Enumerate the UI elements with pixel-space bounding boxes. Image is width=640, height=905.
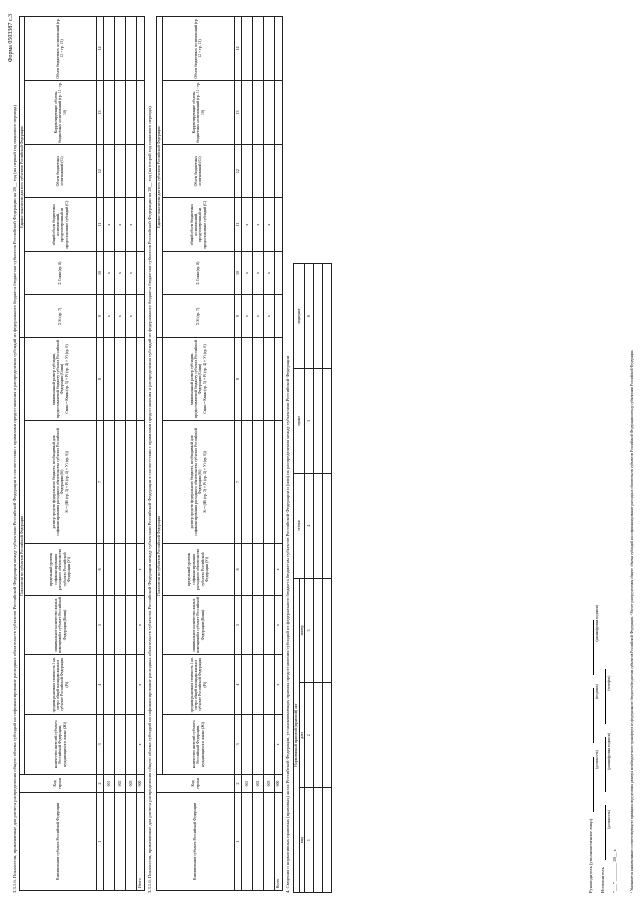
hdr2-c12: Объем бюджетных ассигнований (Сi) <box>162 144 234 198</box>
total-value <box>136 144 144 198</box>
cell-value <box>241 595 252 655</box>
cell-value <box>263 81 274 145</box>
s3-hdr-c6: подпункт <box>294 264 305 369</box>
hdr2-c4: средняя рыночная стоимость 1 кв. метра общей площади жилья в субъекте Российской Федерации (Рi) <box>162 655 234 715</box>
column-number: 2 <box>234 774 241 793</box>
total-value <box>136 251 144 294</box>
column-number: 4 <box>305 473 314 578</box>
total-value: x <box>274 595 282 655</box>
sig-exec-label: Исполнитель <box>600 867 605 893</box>
column-number: 12 <box>96 144 103 198</box>
cell-value <box>125 544 136 595</box>
cell-value <box>263 715 274 775</box>
cell-value <box>125 595 136 655</box>
hdr2-c10: Σ Смин (гр. 8) <box>162 251 234 294</box>
cell-value: x <box>252 295 263 338</box>
total-value <box>136 198 144 252</box>
cell-value <box>263 338 274 420</box>
cell-value <box>241 655 252 715</box>
column-number: 5 <box>234 595 241 655</box>
hdr2-c11: общий объем бюджетных ассигнований, предусмотренный на предоставление субсидий (С) <box>162 198 234 252</box>
table-row <box>114 17 125 891</box>
column-number: 14 <box>96 17 103 81</box>
cell-row-code: 003 <box>125 774 136 793</box>
total-value <box>136 338 144 420</box>
s3-hdr-kind: вид <box>299 788 304 893</box>
column-number: 6 <box>305 264 314 369</box>
form-code: Форма 0503387 с.3 <box>8 14 14 63</box>
cell-value <box>252 544 263 595</box>
total-value <box>136 295 144 338</box>
signature-block <box>588 590 618 893</box>
cell-subject-name <box>252 793 263 891</box>
cell-value <box>103 144 114 198</box>
cell-value <box>103 715 114 775</box>
hdr-c14: Объем бюджетных ассигнований (гр. 12 + гр. 13) <box>24 17 96 81</box>
total-value <box>274 81 282 145</box>
hdr-c7-text: размер средств федерального бюджета, необходимый для софинансирования расходного обязательства субъекта Российской Федерации (Si) <box>51 428 65 536</box>
cell-value <box>114 81 125 145</box>
hdr2-group-common: Единые показатели для всех субъектов Российской Федерации <box>157 17 162 338</box>
s3-hdr-act: Нормативный правовой (правовой) акт <box>294 578 299 892</box>
hdr-c4: средняя рыночная стоимость 1 кв. метра общей площади жилья в субъекте Российской Федерации (Рi) <box>24 655 96 715</box>
cell-value: x <box>263 295 274 338</box>
cell-value <box>241 338 252 420</box>
column-number: 4 <box>96 655 103 715</box>
hdr-c7-formula: Si = (Жi (гр. 3) × Pi (гр. 4) × Уi (гр. 6)) <box>64 451 69 513</box>
section3-number-row <box>305 264 314 893</box>
hdr2-c5: минимальное количество жилых помещений в субъекте Российской Федерации (Кмин) <box>162 595 234 655</box>
cell-value: x <box>252 251 263 294</box>
total-value <box>136 17 144 81</box>
s3-hdr-date: дата <box>299 683 304 788</box>
hdr-c8-text: минимальный размер субсидии, предоставляемой бюджету субъекта Российской Федерации (Смин) <box>51 340 65 418</box>
cell-value <box>103 338 114 420</box>
total-code: 900 <box>136 774 144 793</box>
cell-subject-name <box>114 793 125 891</box>
sig-cap-position: (должность) <box>607 810 611 829</box>
total-value <box>274 338 282 420</box>
column-number: 11 <box>96 198 103 252</box>
cell-value <box>125 655 136 715</box>
cell-value: x <box>125 198 136 252</box>
total-value <box>136 81 144 145</box>
hdr2-c8-text: минимальный размер субсидии, предоставляемой бюджету субъекта Российской Федерации (Смин) <box>189 340 203 418</box>
total-row <box>136 17 144 891</box>
cell-value: x <box>125 251 136 294</box>
hdr2-name: Наименование субъекта Российской Федерации <box>157 793 234 891</box>
total-value <box>274 17 282 81</box>
total-value: x <box>274 655 282 715</box>
hdr-c8 <box>24 338 96 420</box>
cell-value: x <box>252 198 263 252</box>
cell-value <box>125 144 136 198</box>
cell-value <box>252 144 263 198</box>
column-number: 1 <box>96 793 103 891</box>
table-row <box>241 17 252 891</box>
cell-value: x <box>125 295 136 338</box>
sig-cap-position: (должность) <box>595 750 599 769</box>
section2-body <box>241 17 282 891</box>
hdr-c13: Корректирующие объемы бюджетных ассигнований (гр. 11 - гр. 10) <box>24 81 96 145</box>
cell-row-code: 001 <box>241 774 252 793</box>
cell-value <box>252 655 263 715</box>
cell-value <box>125 338 136 420</box>
sig-date: "___" ________ 20__ г. <box>612 848 617 893</box>
column-number: 8 <box>96 338 103 420</box>
hdr2-group-subject: Показатели по субъектам Российской Федерации <box>157 338 162 774</box>
cell-row-code: 002 <box>252 774 263 793</box>
cell-value: x <box>241 295 252 338</box>
column-number: 4 <box>234 655 241 715</box>
hdr2-c3: количество жителей субъекта Российской Федерации, нуждающихся в жилье (Жi) <box>162 715 234 775</box>
table-row <box>125 17 136 891</box>
section3-title: 4. Сведения о нормативных правовых (правовых) актах Российской Федерации, устанавливающих правила предоставления субсидий из федерального бюджета бюджетам субъектов Российской Федерации и (или) их распределения между субъектами Российской Федерации <box>284 355 290 893</box>
table-row <box>103 17 114 891</box>
cell-value: x <box>114 251 125 294</box>
cell-value <box>263 544 274 595</box>
sig-cap-signature: (подпись) <box>595 683 599 699</box>
cell-value <box>241 17 252 81</box>
column-number: 3 <box>305 578 314 683</box>
cell-value <box>263 595 274 655</box>
cell-value <box>252 338 263 420</box>
cell-value <box>252 420 263 544</box>
section2-table <box>156 16 282 891</box>
cell-value <box>114 715 125 775</box>
s3-hdr-c4: статья <box>294 473 305 578</box>
cell-subject-name <box>103 793 114 891</box>
hdr-c7 <box>24 420 96 544</box>
hdr-c6: предельный уровень софинансирования расходного обязательства субъекта Российской Федерации (Уi) <box>24 544 96 595</box>
total-label: Всего <box>274 793 282 891</box>
column-number: 14 <box>234 17 241 81</box>
cell-value <box>114 17 125 81</box>
section3-row <box>314 264 323 893</box>
column-number: 3 <box>96 715 103 775</box>
section3-table <box>293 263 332 893</box>
cell-value <box>263 655 274 715</box>
hdr-c10: Σ Смин (гр. 8) <box>24 251 96 294</box>
cell-value: x <box>103 251 114 294</box>
section2-number-row <box>234 17 241 891</box>
hdr-c5: минимальное количество жилых помещений в субъекте Российской Федерации (Кмин) <box>24 595 96 655</box>
sig-head-label: Руководитель (уполномоченное лицо) <box>588 818 593 893</box>
total-value: x <box>274 715 282 775</box>
section1-body <box>103 17 144 891</box>
total-value <box>274 251 282 294</box>
table-row <box>252 17 263 891</box>
section1-title: 3.3.1.6. Показатели, применяемые для расчета распределения общего объема субсидий на софинансирование расходных обязательств субъектов Российской Федерации между субъектами Российской Федерации в соответствии с правилами предоставления и распределения субсидий из федерального бюджета бюджетам субъектов Российской Федерации на 20__ год (на первый год планового периода) <box>12 105 17 893</box>
column-number: 10 <box>234 251 241 294</box>
cell-subject-name <box>263 793 274 891</box>
cell-row-code: 002 <box>114 774 125 793</box>
hdr2-c7 <box>162 420 234 544</box>
s3-hdr-c5: пункт <box>294 368 305 473</box>
total-value <box>274 198 282 252</box>
section3-row <box>323 264 332 893</box>
cell-value <box>103 81 114 145</box>
cell-value <box>263 17 274 81</box>
cell-value <box>114 595 125 655</box>
total-value: x <box>136 715 144 775</box>
hdr-c3: количество жителей субъекта Российской Федерации, нуждающихся в жилье (Жi) <box>24 715 96 775</box>
hdr-c9: Σ Si (гр. 7) <box>24 295 96 338</box>
sig-cap-name: (расшифровка подписи) <box>607 733 611 770</box>
cell-value: x <box>241 251 252 294</box>
total-value: x <box>136 595 144 655</box>
cell-subject-name <box>125 793 136 891</box>
column-number: 13 <box>96 81 103 145</box>
total-value: x <box>136 655 144 715</box>
total-value <box>136 420 144 544</box>
cell-value <box>252 81 263 145</box>
footnotes: ¹ Указывается наименование соответствующего принципа определения размера межбюджетного трансферта из федерального бюджета бюджетам субъектов Российской Федерации. ² Расчет распределения общего объема субсидий на софинансирование расходных обязательств субъектов Российской Федерации между субъектами Российской Федерации. <box>629 349 634 893</box>
column-number: 3 <box>234 715 241 775</box>
cell-subject-name <box>241 793 252 891</box>
cell-value <box>241 715 252 775</box>
hdr2-c6: предельный уровень софинансирования расходного обязательства субъекта Российской Федерации (Уi) <box>162 544 234 595</box>
cell-value <box>103 595 114 655</box>
hdr2-c7-formula: Si = (Жi (гр. 3) × Pi (гр. 4) × Уi (гр. 6)) <box>202 451 207 513</box>
hdr2-c9: Σ Si (гр. 7) <box>162 295 234 338</box>
cell-value <box>103 420 114 544</box>
cell-value <box>114 420 125 544</box>
cell-value <box>103 655 114 715</box>
cell-value <box>114 544 125 595</box>
cell-value: x <box>103 295 114 338</box>
section1-number-row <box>96 17 103 891</box>
section2-title: 3.3.1.6. Показатели, применяемые для расчета распределения общего объема субсидий на софинансирование расходных обязательств субъектов Российской Федерации между субъектами Российской Федерации в соответствии с правилами предоставления и распределения субсидий из федерального бюджета бюджетам субъектов Российской Федерации на 20__ год (на второй год планового периода) <box>146 106 152 893</box>
column-number: 12 <box>234 144 241 198</box>
column-number: 9 <box>234 295 241 338</box>
cell-value <box>114 338 125 420</box>
hdr2-c13: Корректирующие объемы бюджетных ассигнований (гр. 11 - гр. 10) <box>162 81 234 145</box>
hdr-group-subject: Показатели по субъектам Российской Федерации <box>19 338 24 774</box>
cell-value <box>252 715 263 775</box>
cell-value <box>103 17 114 81</box>
cell-value <box>241 81 252 145</box>
total-value <box>274 144 282 198</box>
cell-value <box>125 715 136 775</box>
column-number: 11 <box>234 198 241 252</box>
total-value: x <box>136 544 144 595</box>
cell-value <box>252 17 263 81</box>
s3-hdr-number: номер <box>299 578 304 683</box>
hdr2-code: Код строки <box>157 774 234 793</box>
hdr-name: Наименование субъекта Российской Федерации <box>19 793 96 891</box>
cell-value: x <box>114 295 125 338</box>
total-value: x <box>274 544 282 595</box>
column-number: 5 <box>305 368 314 473</box>
sig-cap-name: (расшифровка подписи) <box>595 604 599 642</box>
cell-row-code: 003 <box>263 774 274 793</box>
cell-value <box>125 17 136 81</box>
column-number: 13 <box>234 81 241 145</box>
table-row <box>263 17 274 891</box>
column-number: 2 <box>305 683 314 788</box>
cell-value <box>263 144 274 198</box>
total-value <box>274 295 282 338</box>
cell-value <box>241 144 252 198</box>
hdr2-c7-text: размер средств федерального бюджета, необходимый для софинансирования расходного обязательства субъекта Российской Федерации (Si) <box>189 428 203 536</box>
cell-value <box>252 595 263 655</box>
column-number: 9 <box>96 295 103 338</box>
cell-value: x <box>114 198 125 252</box>
cell-value <box>125 81 136 145</box>
cell-value: x <box>241 198 252 252</box>
column-number: 7 <box>96 420 103 544</box>
cell-value <box>103 544 114 595</box>
hdr2-c8-formula: Смин = Кмин (гр. 5) × Pi (гр. 4) × Уi (гр. 6) <box>202 344 207 414</box>
cell-value <box>241 420 252 544</box>
cell-value: x <box>103 198 114 252</box>
hdr-code: Код строки <box>19 774 96 793</box>
column-number: 1 <box>234 793 241 891</box>
column-number: 2 <box>96 774 103 793</box>
total-code: 900 <box>274 774 282 793</box>
hdr-c8-formula: Смин = Кмин (гр. 5) × Pi (гр. 4) × Уi (гр. 6) <box>64 344 69 414</box>
total-value <box>274 420 282 544</box>
sig-cap-phone: (телефон) <box>607 675 611 691</box>
column-number: 5 <box>96 595 103 655</box>
cell-value <box>114 144 125 198</box>
column-number: 10 <box>96 251 103 294</box>
cell-value <box>241 544 252 595</box>
section1-table <box>19 16 145 891</box>
cell-row-code: 001 <box>103 774 114 793</box>
hdr-c12: Объем бюджетных ассигнований (Сi) <box>24 144 96 198</box>
column-number: 8 <box>234 338 241 420</box>
hdr-c11: общий объем бюджетных ассигнований, предусмотренный на предоставление субсидий (С) <box>24 198 96 252</box>
column-number: 7 <box>234 420 241 544</box>
hdr2-c8 <box>162 338 234 420</box>
total-label: Итого <box>136 793 144 891</box>
cell-value: x <box>263 198 274 252</box>
column-number: 6 <box>96 544 103 595</box>
cell-value <box>114 655 125 715</box>
total-row <box>274 17 282 891</box>
hdr2-c14: Объем бюджетных ассигнований (гр. 12 + гр. 13) <box>162 17 234 81</box>
cell-value <box>125 420 136 544</box>
column-number: 6 <box>234 544 241 595</box>
hdr-group-common: Единые показатели для всех субъектов Российской Федерации <box>19 17 24 338</box>
cell-value: x <box>263 251 274 294</box>
column-number: 1 <box>305 788 314 893</box>
cell-value <box>263 420 274 544</box>
